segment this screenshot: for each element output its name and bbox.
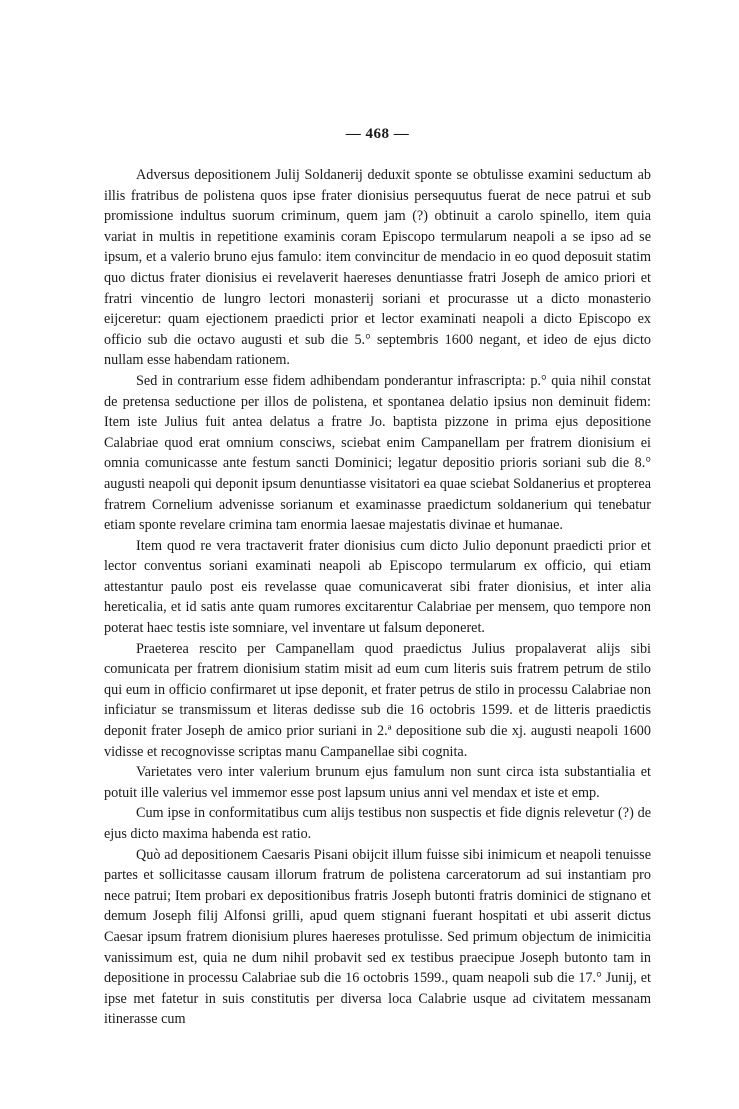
paragraph-2: Sed in contrarium esse fidem adhibendam ponderantur infrascripta: p.° quia nihil constat de pretensa seductione per illos de polistena, et spontanea delatio ipsius non deminuit fidem: Item iste Julius fuit antea delatus a fratre Jo. baptista pizzone in prima ejus depositione Calabriae quod erat omnium consciws, sciebat enim Campanellam per fratrem dionisium ei omnia comunicasse ante festum sancti Dominici; legatur depositio prioris soriani sub die 8.° augusti neapoli qui deponit ipsum denuntiasse visitatori ea quae sciebat Soldanerius et propterea fratrem Cornelium advenisse sorianum et examinasse praedictum soldanerium qui tenebatur etiam sponte revelare crimina tam enormia laesae majestatis divinae et humanae. (104, 372, 651, 534)
page-number: — 468 — (345, 126, 410, 142)
paragraph-3: Item quod re vera tractaverit frater dionisius cum dicto Julio deponunt praedicti prior et lector conventus soriani examinati neapoli ab Episcopo termularum ex officio, qui etiam attestantur paulo post eis revelasse quae comunicaverat sibi frater dionisius, et inter alia hereticalia, et id satis ante quam rumores excitarentur Calabriae per mensem, quo tempore non poterat haec testis iste somniare, vel inventare ut falsum deponeret. (104, 537, 651, 637)
paragraph-5: Varietates vero inter valerium brunum ejus famulum non sunt circa ista substantialia et potuit ille valerius vel immemor esse post lapsum unius anni vel mendax et iste et emp. (104, 764, 651, 801)
paragraph-1: Adversus depositionem Julij Soldanerij deduxit sponte se obtulisse examini seductum ab illis fratribus de polistena quos ipse frater dionisius persequutus fuerat de nece patrui et sub promissione indultus suorum criminum, quem jam (?) obtinuit a carolo spinello, item quia variat in multis in repetitione examinis coram Episcopo termularum neapoli a se ipso ad se ipsum, et a valerio bruno ejus famulo: item convincitur de mendacio in eo quod deposuit statim quo dictus frater dionisius ei revelaverit haereses denuntiasse fratri Joseph de amico priori et fratri vincentio de lungro lectori monasterij soriani et procurasse ut a dicto monasterio eijceretur: quam ejectionem praedicti prior et lector examinati neapoli a dicto Episcopo ex officio sub die octavo augusti et sub die 5.° septembris 1600 negant, et ideo de ejus dicto nullam esse habendam rationem. (104, 167, 651, 369)
paragraph-6: Cum ipse in conformitatibus cum alijs testibus non suspectis et fide dignis relevetur (?) de ejus dicto maxima habenda est ratio. (104, 805, 651, 842)
paragraph-7: Quò ad depositionem Caesaris Pisani obijcit illum fuisse sibi inimicum et neapoli tenuisse partes et sollicitasse causam illorum fratrum de polistena carceratorum ad sui instantiam pro nece patrui; Item probari ex depositionibus fratris Joseph butonti fratris dominici de stignano et demum Joseph filij Alfonsi grilli, apud quem stignani fuerant hospitati et ubi asserit dictus Caesar ipsum fratrem dionisium plures haereses protulisse. Sed primum objectum de inimicitia vanissimum est, quia ne dum nihil probavit sed ex testibus praecipue Joseph butonto tam in depositione in processu Calabriae sub die 16 octobris 1599., quam neapoli sub die 17.° Junij, et ipse met fatetur in suis constitutis per diversa loca Calabrie usque ad civitatem messanam itinerasse cum (104, 846, 651, 1028)
paragraph-4: Praeterea rescito per Campanellam quod praedictus Julius propalaverat alijs sibi comunicata per fratrem dionisium statim misit ad eum cum literis suis fratrem petrum de stilo qui eum in officio confirmaret ut ipse deponit, et frater petrus de stilo in processu Calabriae non inficiatur se transmissum et literas dedisse sub die 16 octobris 1599. et de litteris praedictis deponit frater Joseph de amico prior suriani in 2.ª depositione sub die xj. augusti neapoli 1600 vidisse et recognovisse scriptas manu Campanellae sibi cognita. (104, 640, 651, 760)
